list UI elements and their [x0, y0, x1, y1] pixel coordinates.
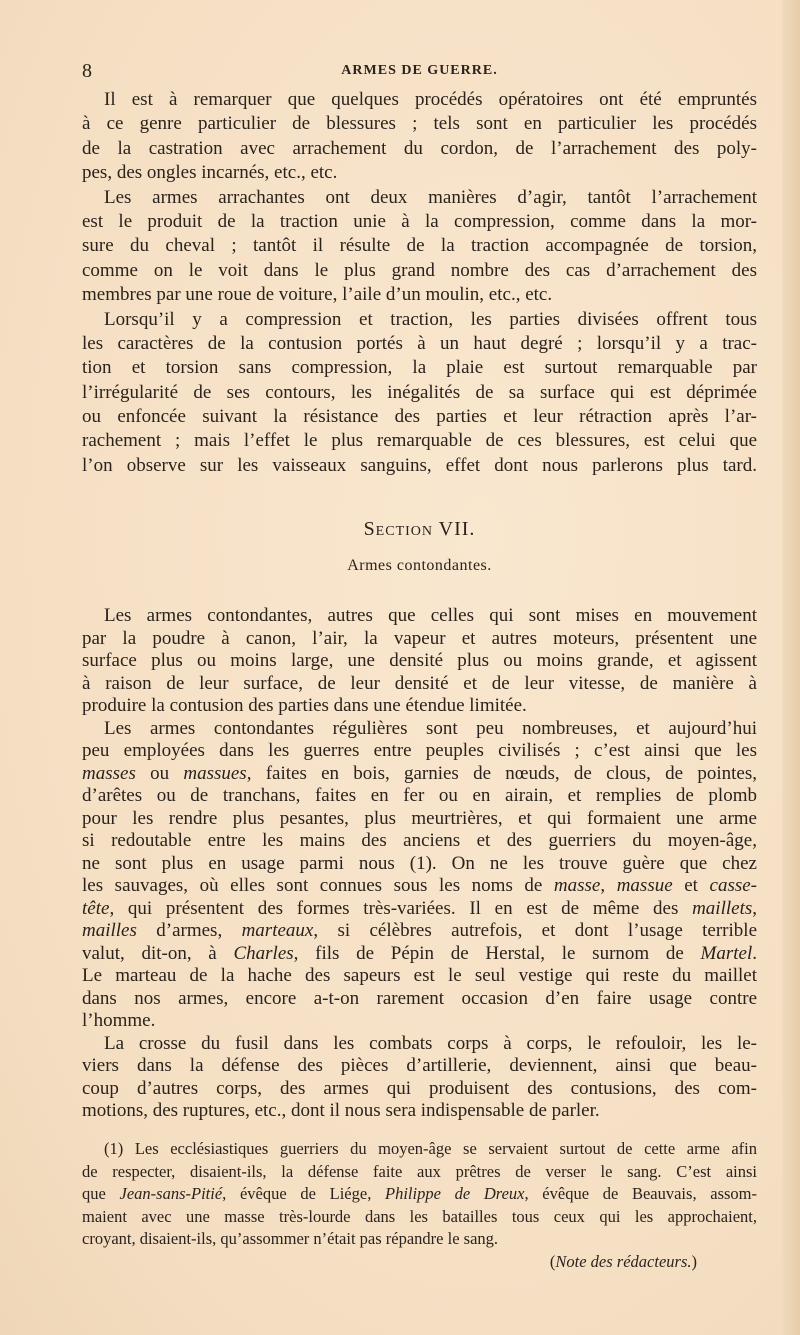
text-line: peu employées dans les guerres entre peuples civilisés ; c’est ainsi que les — [82, 740, 757, 761]
italic-term: Philippe de Dreux — [385, 1184, 525, 1204]
italic-term: massue — [616, 875, 673, 896]
text-line: l’homme. — [82, 1010, 156, 1031]
text-line: valut, dit-on, à Charles, fils de Pépin de Herstal, le surnom de Martel. — [82, 942, 758, 964]
italic-term: Charles — [233, 942, 294, 964]
italic-term: maillets — [692, 897, 753, 919]
text-line: comme on le voit dans le plus grand nombre des cas d’arrachement des — [82, 259, 757, 281]
italic-term: casse- — [709, 875, 757, 896]
text-line: mailles d’armes, marteaux, si célèbres autrefois, et dont l’usage terrible — [82, 920, 757, 941]
footnote — [82, 1138, 757, 1274]
section-subtitle: Armes contondantes. — [347, 557, 492, 574]
italic-term: Note des rédacteurs. — [555, 1251, 692, 1271]
text-line: membres par une roue de voiture, l’aile d’un moulin, etc., etc. — [82, 284, 553, 306]
text-line: pes, des ongles incarnés, etc., etc. — [82, 162, 338, 184]
italic-term: tête — [82, 897, 110, 919]
running-title: ARMES DE GUERRE. — [341, 63, 498, 78]
text-line: produire la contusion des parties dans une étendue limitée. — [82, 695, 527, 716]
text-line: surface plus ou moins large, une densité plus ou moins grande, et agissent — [82, 650, 757, 671]
text-line: pour les rendre plus pesantes, plus meurtrières, et qui formaient une arme — [82, 807, 757, 829]
text-line: d’arêtes ou de tranchans, faites en fer ou en airain, et remplies de plomb — [82, 785, 757, 806]
text-line: motions, des ruptures, etc., dont il nous sera indispensable de parler. — [82, 1100, 600, 1121]
italic-term: marteaux — [241, 920, 314, 941]
italic-term: massues — [183, 762, 247, 784]
section-heading — [82, 518, 757, 575]
text-line: Le marteau de la hache des sapeurs est le seul vestige qui reste du maillet — [82, 965, 757, 986]
text-line: Lorsqu’il y a compression et traction, les parties divisées offrent tous — [104, 308, 757, 330]
text-line: que Jean-sans-Pitié, évêque de Liége, Philippe de Dreux, évêque de Beauvais, assom- — [82, 1184, 757, 1204]
text-line: si redoutable entre les mains des anciens et des guerriers du moyen-âge, — [82, 830, 757, 851]
text-line: La crosse du fusil dans les combats corps à corps, le refouloir, les le- — [104, 1032, 757, 1054]
text-line: maient avec une masse très-lourde dans les batailles tous ceux qui les approchaient, — [82, 1206, 757, 1226]
text-line: les sauvages, où elles sont connues sous les noms de masse, massue et casse- — [82, 875, 757, 896]
page-header — [82, 60, 757, 84]
text-line: (Note des rédacteurs.) — [549, 1251, 697, 1271]
text-line: Les armes contondantes régulières sont peu nombreuses, et aujourd’hui — [104, 717, 757, 739]
italic-term: Martel — [700, 942, 753, 964]
text-line: tête, qui présentent des formes très-variées. Il en est de même des maillets, — [82, 897, 757, 919]
text-line: à ce genre particulier de blessures ; tels sont en particulier les procédés — [82, 113, 757, 135]
text-line: dans nos armes, encore a-t-on rarement occasion d’en faire usage contre — [82, 987, 757, 1009]
italic-term: masse — [553, 875, 601, 896]
text-line: masses ou massues, faites en bois, garnies de nœuds, de clous, de pointes, — [82, 762, 758, 784]
text-line: coup d’autres corps, des armes qui produisent des contusions, des com- — [82, 1077, 757, 1099]
text-line: de la castration avec arrachement du cordon, de l’arrachement des poly- — [82, 137, 757, 159]
text-line: Les armes contondantes, autres que celles qui sont mises en mouvement — [104, 605, 757, 626]
text-line: ne sont plus en usage parmi nous (1). On ne les trouve guère que chez — [82, 852, 757, 874]
page-edge — [782, 0, 800, 1335]
text-line: rachement ; mais l’effet le plus remarquable de ces blessures, est celui que — [82, 430, 757, 452]
italic-term: Jean-sans-Pitié — [119, 1184, 223, 1204]
text-line: Les armes arrachantes ont deux manières d’agir, tantôt l’arrachement — [104, 186, 757, 208]
text-line: à raison de leur surface, de leur densité et de leur vitesse, de manière à — [82, 672, 757, 694]
text-line: tion et torsion sans compression, la plaie est surtout remarquable par — [82, 357, 757, 379]
body-text-bottom — [82, 605, 757, 1123]
text-line: les caractères de la contusion portés à un haut degré ; lorsqu’il y a trac- — [82, 332, 757, 354]
text-line: croyant, disaient-ils, qu’assommer n’était pas répandre le sang. — [82, 1229, 499, 1249]
text-line: l’irrégularité de ses contours, les inégalités de sa surface qui est déprimée — [82, 381, 757, 403]
text-line: par la poudre à canon, l’air, la vapeur et autres moteurs, présentent une — [82, 627, 757, 649]
text-line: viers dans la défense des pièces d’artillerie, deviennent, ainsi que beau- — [82, 1055, 757, 1076]
body-text-top — [82, 88, 757, 478]
italic-term: mailles — [82, 920, 137, 941]
section-title: Section VII. — [363, 518, 476, 540]
text-line: ou enfoncée suivant la résistance des parties et leur rétraction après l’ar- — [82, 406, 757, 428]
text-line: (1) Les ecclésiastiques guerriers du moyen-âge se servaient surtout de cette arme afin — [104, 1139, 757, 1158]
page-number: 8 — [82, 60, 92, 82]
text-line: Il est à remarquer que quelques procédés opératoires ont été empruntés — [104, 89, 757, 110]
italic-term: masses — [82, 762, 136, 784]
text-line: de respecter, disaient-ils, la défense faite aux prêtres de verser le sang. C’est ainsi — [82, 1161, 757, 1181]
text-line: sure du cheval ; tantôt il résulte de la traction accompagnée de torsion, — [82, 235, 757, 257]
text-line: est le produit de la traction unie à la compression, comme dans la mor- — [82, 210, 757, 232]
text-line: l’on observe sur les vaisseaux sanguins, effet dont nous parlerons plus tard. — [82, 454, 757, 476]
